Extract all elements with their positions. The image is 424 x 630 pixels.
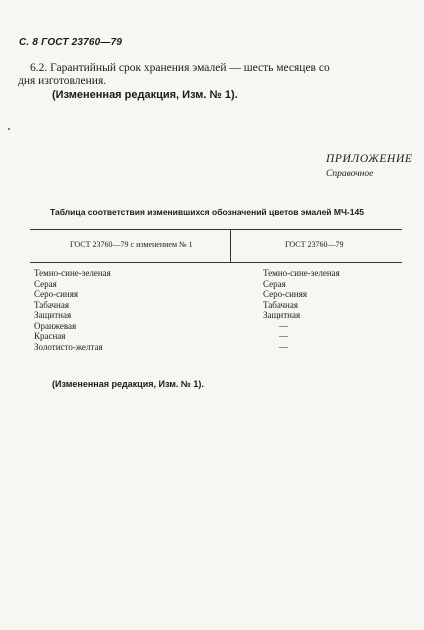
table-caption: Таблица соответствия изменившихся обозначений цветов эмалей МЧ-145: [50, 207, 364, 217]
table-top-rule: [30, 229, 402, 230]
table-cell: —: [279, 320, 288, 331]
clause-6-2: [18, 62, 410, 88]
table-cell: Темно-сине-зеленая: [34, 268, 111, 278]
scan-speck: [8, 128, 10, 130]
table-cell: Серая: [263, 278, 286, 289]
table-cell: Защитная: [34, 310, 72, 320]
table-cell: Оранжевая: [34, 320, 77, 331]
edit-note: (Измененная редакция, Изм. № 1).: [52, 89, 238, 101]
table-cell: Золотисто-желтая: [34, 341, 103, 352]
clause-text-line1: 6.2. Гарантийный срок хранения эмалей — шесть месяцев со: [30, 62, 330, 74]
page-header: С. 8 ГОСТ 23760—79: [19, 37, 123, 48]
table-cell: Серо-синяя: [263, 289, 308, 299]
table-cell: —: [279, 341, 288, 352]
clause-text-line2: дня изготовления.: [18, 75, 107, 87]
column-new-values: [34, 268, 111, 352]
column-header-old: ГОСТ 23760—79: [285, 240, 344, 249]
table-cell: —: [279, 331, 288, 341]
table-cell: Табачная: [34, 299, 69, 310]
column-old-values: [263, 268, 340, 352]
table-cell: Табачная: [263, 299, 298, 310]
column-header-new: ГОСТ 23760—79 с изменением № 1: [70, 240, 193, 249]
footer-edit-note: (Измененная редакция, Изм. № 1).: [52, 379, 204, 389]
table-cell: Защитная: [263, 310, 301, 320]
appendix-subtitle: Справочное: [326, 169, 374, 179]
table-header-rule: [30, 262, 402, 263]
table-cell: Серая: [34, 278, 57, 289]
appendix-title: ПРИЛОЖЕНИЕ: [326, 153, 413, 165]
table-column-divider: [230, 229, 231, 263]
table-cell: Серо-синяя: [34, 289, 79, 299]
table-cell: Красная: [34, 331, 66, 341]
table-cell: Темно-сине-зеленая: [263, 268, 340, 278]
